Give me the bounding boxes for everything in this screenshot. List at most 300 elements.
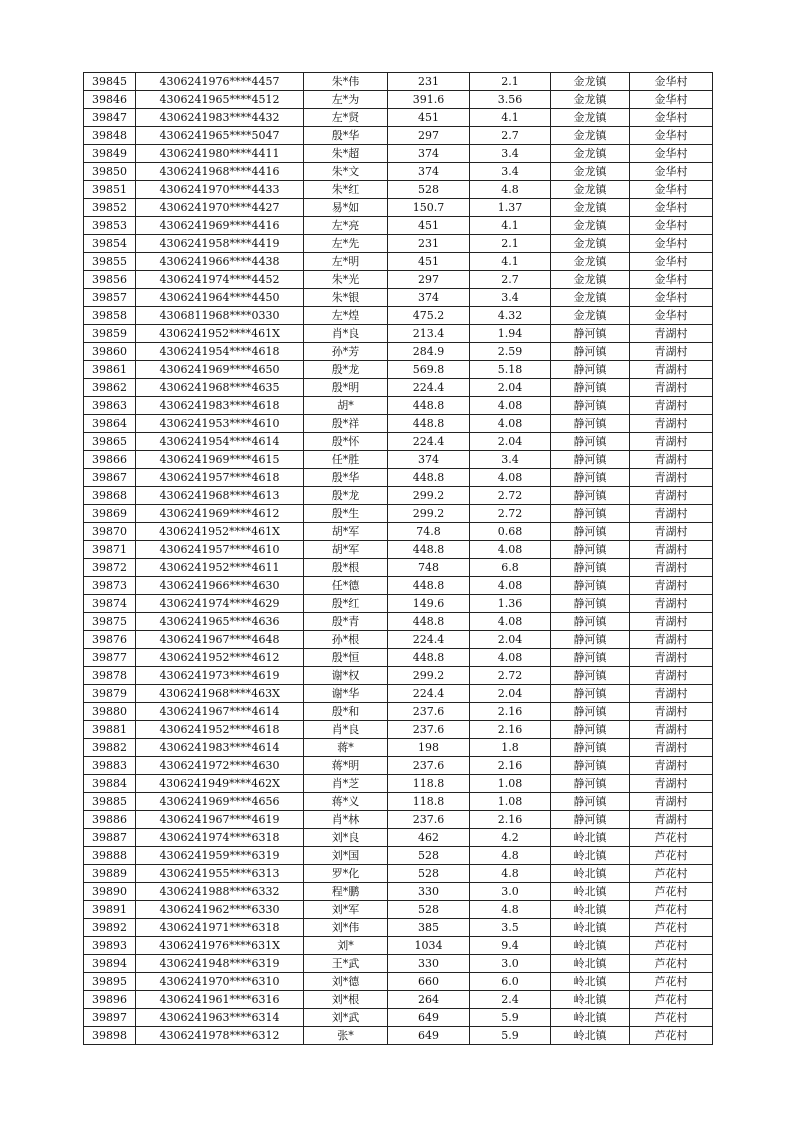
quantity-cell: 2.4 [470, 991, 551, 1009]
id-number-cell: 4306241963****6314 [136, 1009, 304, 1027]
village-cell: 青湖村 [630, 397, 713, 415]
id-number-cell: 4306241953****4610 [136, 415, 304, 433]
name-cell: 任*德 [304, 577, 388, 595]
name-cell: 程*鹏 [304, 883, 388, 901]
id-number-cell: 4306241957****4618 [136, 469, 304, 487]
name-cell: 胡*军 [304, 541, 388, 559]
amount-cell: 330 [388, 883, 470, 901]
id-number-cell: 4306811968****0330 [136, 307, 304, 325]
quantity-cell: 1.08 [470, 775, 551, 793]
table-body [84, 73, 713, 1045]
id-number-cell: 4306241969****4615 [136, 451, 304, 469]
amount-cell: 224.4 [388, 685, 470, 703]
town-cell: 金龙镇 [551, 145, 630, 163]
village-cell: 青湖村 [630, 739, 713, 757]
id-number-cell: 4306241974****4452 [136, 271, 304, 289]
amount-cell: 528 [388, 847, 470, 865]
quantity-cell: 2.72 [470, 505, 551, 523]
table-row [84, 721, 713, 739]
village-cell: 金华村 [630, 289, 713, 307]
row-number-cell: 39883 [84, 757, 136, 775]
id-number-cell: 4306241967****4614 [136, 703, 304, 721]
town-cell: 静河镇 [551, 667, 630, 685]
quantity-cell: 3.0 [470, 955, 551, 973]
amount-cell: 237.6 [388, 757, 470, 775]
table-row [84, 793, 713, 811]
row-number-cell: 39875 [84, 613, 136, 631]
table-row [84, 667, 713, 685]
amount-cell: 475.2 [388, 307, 470, 325]
quantity-cell: 4.8 [470, 901, 551, 919]
amount-cell: 451 [388, 109, 470, 127]
row-number-cell: 39893 [84, 937, 136, 955]
name-cell: 刘*根 [304, 991, 388, 1009]
amount-cell: 330 [388, 955, 470, 973]
quantity-cell: 2.04 [470, 379, 551, 397]
town-cell: 岭北镇 [551, 865, 630, 883]
town-cell: 静河镇 [551, 559, 630, 577]
name-cell: 蒋*明 [304, 757, 388, 775]
id-number-cell: 4306241955****6313 [136, 865, 304, 883]
table-row [84, 955, 713, 973]
town-cell: 静河镇 [551, 325, 630, 343]
amount-cell: 74.8 [388, 523, 470, 541]
village-cell: 青湖村 [630, 775, 713, 793]
name-cell: 刘*伟 [304, 919, 388, 937]
name-cell: 殷*恒 [304, 649, 388, 667]
amount-cell: 448.8 [388, 415, 470, 433]
id-number-cell: 4306241965****4512 [136, 91, 304, 109]
village-cell: 青湖村 [630, 469, 713, 487]
town-cell: 金龙镇 [551, 271, 630, 289]
quantity-cell: 4.08 [470, 577, 551, 595]
table-row [84, 883, 713, 901]
quantity-cell: 2.16 [470, 721, 551, 739]
table-row [84, 289, 713, 307]
row-number-cell: 39859 [84, 325, 136, 343]
table-row [84, 919, 713, 937]
village-cell: 青湖村 [630, 721, 713, 739]
amount-cell: 528 [388, 901, 470, 919]
town-cell: 静河镇 [551, 523, 630, 541]
row-number-cell: 39890 [84, 883, 136, 901]
table-row [84, 865, 713, 883]
village-cell: 青湖村 [630, 631, 713, 649]
name-cell: 刘*军 [304, 901, 388, 919]
amount-cell: 374 [388, 451, 470, 469]
amount-cell: 299.2 [388, 667, 470, 685]
name-cell: 殷*和 [304, 703, 388, 721]
quantity-cell: 0.68 [470, 523, 551, 541]
row-number-cell: 39880 [84, 703, 136, 721]
row-number-cell: 39887 [84, 829, 136, 847]
row-number-cell: 39868 [84, 487, 136, 505]
amount-cell: 224.4 [388, 433, 470, 451]
table-row [84, 973, 713, 991]
amount-cell: 118.8 [388, 793, 470, 811]
table-row [84, 523, 713, 541]
village-cell: 青湖村 [630, 595, 713, 613]
quantity-cell: 2.1 [470, 73, 551, 91]
row-number-cell: 39860 [84, 343, 136, 361]
name-cell: 胡* [304, 397, 388, 415]
table-row [84, 613, 713, 631]
village-cell: 青湖村 [630, 703, 713, 721]
town-cell: 金龙镇 [551, 181, 630, 199]
quantity-cell: 4.8 [470, 181, 551, 199]
row-number-cell: 39889 [84, 865, 136, 883]
name-cell: 张* [304, 1027, 388, 1045]
town-cell: 金龙镇 [551, 199, 630, 217]
name-cell: 殷*怀 [304, 433, 388, 451]
row-number-cell: 39866 [84, 451, 136, 469]
id-number-cell: 4306241972****4630 [136, 757, 304, 775]
table-row [84, 73, 713, 91]
quantity-cell: 2.16 [470, 757, 551, 775]
row-number-cell: 39870 [84, 523, 136, 541]
amount-cell: 569.8 [388, 361, 470, 379]
town-cell: 岭北镇 [551, 829, 630, 847]
table-row [84, 847, 713, 865]
id-number-cell: 4306241961****6316 [136, 991, 304, 1009]
village-cell: 芦花村 [630, 919, 713, 937]
id-number-cell: 4306241973****4619 [136, 667, 304, 685]
table-row [84, 271, 713, 289]
amount-cell: 237.6 [388, 721, 470, 739]
amount-cell: 299.2 [388, 487, 470, 505]
name-cell: 朱*银 [304, 289, 388, 307]
name-cell: 刘* [304, 937, 388, 955]
town-cell: 岭北镇 [551, 919, 630, 937]
row-number-cell: 39897 [84, 1009, 136, 1027]
quantity-cell: 4.1 [470, 253, 551, 271]
table-row [84, 577, 713, 595]
quantity-cell: 1.08 [470, 793, 551, 811]
village-cell: 芦花村 [630, 955, 713, 973]
name-cell: 朱*超 [304, 145, 388, 163]
quantity-cell: 3.4 [470, 289, 551, 307]
table-row [84, 991, 713, 1009]
town-cell: 静河镇 [551, 721, 630, 739]
id-number-cell: 4306241948****6319 [136, 955, 304, 973]
table-row [84, 343, 713, 361]
quantity-cell: 1.36 [470, 595, 551, 613]
amount-cell: 231 [388, 235, 470, 253]
row-number-cell: 39845 [84, 73, 136, 91]
quantity-cell: 4.08 [470, 613, 551, 631]
row-number-cell: 39865 [84, 433, 136, 451]
id-number-cell: 4306241988****6332 [136, 883, 304, 901]
town-cell: 静河镇 [551, 757, 630, 775]
quantity-cell: 4.08 [470, 649, 551, 667]
name-cell: 朱*红 [304, 181, 388, 199]
village-cell: 青湖村 [630, 451, 713, 469]
village-cell: 芦花村 [630, 883, 713, 901]
quantity-cell: 2.72 [470, 487, 551, 505]
name-cell: 肖*林 [304, 811, 388, 829]
town-cell: 岭北镇 [551, 937, 630, 955]
row-number-cell: 39856 [84, 271, 136, 289]
quantity-cell: 4.08 [470, 541, 551, 559]
id-number-cell: 4306241949****462X [136, 775, 304, 793]
town-cell: 静河镇 [551, 775, 630, 793]
name-cell: 左*贤 [304, 109, 388, 127]
town-cell: 静河镇 [551, 469, 630, 487]
village-cell: 青湖村 [630, 685, 713, 703]
row-number-cell: 39847 [84, 109, 136, 127]
name-cell: 殷*明 [304, 379, 388, 397]
village-cell: 青湖村 [630, 757, 713, 775]
amount-cell: 231 [388, 73, 470, 91]
table-row [84, 469, 713, 487]
village-cell: 青湖村 [630, 415, 713, 433]
village-cell: 青湖村 [630, 811, 713, 829]
amount-cell: 237.6 [388, 703, 470, 721]
name-cell: 殷*龙 [304, 487, 388, 505]
id-number-cell: 4306241968****4613 [136, 487, 304, 505]
id-number-cell: 4306241969****4650 [136, 361, 304, 379]
amount-cell: 649 [388, 1009, 470, 1027]
row-number-cell: 39895 [84, 973, 136, 991]
name-cell: 刘*国 [304, 847, 388, 865]
amount-cell: 150.7 [388, 199, 470, 217]
row-number-cell: 39884 [84, 775, 136, 793]
village-cell: 青湖村 [630, 541, 713, 559]
id-number-cell: 4306241980****4411 [136, 145, 304, 163]
quantity-cell: 3.4 [470, 145, 551, 163]
table-row [84, 739, 713, 757]
quantity-cell: 2.04 [470, 433, 551, 451]
row-number-cell: 39854 [84, 235, 136, 253]
town-cell: 静河镇 [551, 343, 630, 361]
town-cell: 静河镇 [551, 703, 630, 721]
town-cell: 静河镇 [551, 739, 630, 757]
name-cell: 殷*祥 [304, 415, 388, 433]
table-row [84, 757, 713, 775]
name-cell: 胡*军 [304, 523, 388, 541]
amount-cell: 451 [388, 253, 470, 271]
town-cell: 静河镇 [551, 379, 630, 397]
amount-cell: 528 [388, 181, 470, 199]
name-cell: 刘*武 [304, 1009, 388, 1027]
row-number-cell: 39878 [84, 667, 136, 685]
id-number-cell: 4306241967****4619 [136, 811, 304, 829]
quantity-cell: 3.0 [470, 883, 551, 901]
id-number-cell: 4306241969****4612 [136, 505, 304, 523]
id-number-cell: 4306241967****4648 [136, 631, 304, 649]
town-cell: 岭北镇 [551, 883, 630, 901]
row-number-cell: 39879 [84, 685, 136, 703]
village-cell: 金华村 [630, 217, 713, 235]
id-number-cell: 4306241952****4612 [136, 649, 304, 667]
village-cell: 芦花村 [630, 829, 713, 847]
row-number-cell: 39882 [84, 739, 136, 757]
row-number-cell: 39861 [84, 361, 136, 379]
amount-cell: 264 [388, 991, 470, 1009]
table-row [84, 631, 713, 649]
amount-cell: 448.8 [388, 613, 470, 631]
town-cell: 静河镇 [551, 793, 630, 811]
town-cell: 金龙镇 [551, 73, 630, 91]
town-cell: 金龙镇 [551, 91, 630, 109]
id-number-cell: 4306241954****4614 [136, 433, 304, 451]
table-row [84, 649, 713, 667]
town-cell: 金龙镇 [551, 109, 630, 127]
row-number-cell: 39871 [84, 541, 136, 559]
id-number-cell: 4306241954****4618 [136, 343, 304, 361]
town-cell: 静河镇 [551, 505, 630, 523]
amount-cell: 374 [388, 289, 470, 307]
town-cell: 静河镇 [551, 649, 630, 667]
village-cell: 金华村 [630, 145, 713, 163]
quantity-cell: 9.4 [470, 937, 551, 955]
village-cell: 芦花村 [630, 937, 713, 955]
name-cell: 蒋* [304, 739, 388, 757]
id-number-cell: 4306241959****6319 [136, 847, 304, 865]
quantity-cell: 2.04 [470, 685, 551, 703]
village-cell: 青湖村 [630, 487, 713, 505]
table-row [84, 1027, 713, 1045]
id-number-cell: 4306241965****4636 [136, 613, 304, 631]
village-cell: 芦花村 [630, 991, 713, 1009]
row-number-cell: 39898 [84, 1027, 136, 1045]
table-row [84, 811, 713, 829]
village-cell: 金华村 [630, 109, 713, 127]
table-row [84, 379, 713, 397]
name-cell: 肖*良 [304, 721, 388, 739]
quantity-cell: 1.94 [470, 325, 551, 343]
id-number-cell: 4306241970****4433 [136, 181, 304, 199]
name-cell: 左*煌 [304, 307, 388, 325]
town-cell: 静河镇 [551, 613, 630, 631]
id-number-cell: 4306241966****4438 [136, 253, 304, 271]
quantity-cell: 3.4 [470, 451, 551, 469]
amount-cell: 224.4 [388, 631, 470, 649]
id-number-cell: 4306241968****463X [136, 685, 304, 703]
village-cell: 青湖村 [630, 793, 713, 811]
id-number-cell: 4306241952****461X [136, 523, 304, 541]
table-row [84, 1009, 713, 1027]
town-cell: 金龙镇 [551, 163, 630, 181]
row-number-cell: 39851 [84, 181, 136, 199]
town-cell: 岭北镇 [551, 1009, 630, 1027]
name-cell: 朱*文 [304, 163, 388, 181]
id-number-cell: 4306241965****5047 [136, 127, 304, 145]
village-cell: 青湖村 [630, 361, 713, 379]
quantity-cell: 2.7 [470, 127, 551, 145]
town-cell: 岭北镇 [551, 847, 630, 865]
amount-cell: 374 [388, 163, 470, 181]
row-number-cell: 39857 [84, 289, 136, 307]
name-cell: 殷*青 [304, 613, 388, 631]
name-cell: 殷*生 [304, 505, 388, 523]
town-cell: 静河镇 [551, 361, 630, 379]
name-cell: 左*为 [304, 91, 388, 109]
row-number-cell: 39863 [84, 397, 136, 415]
row-number-cell: 39852 [84, 199, 136, 217]
amount-cell: 374 [388, 145, 470, 163]
name-cell: 殷*华 [304, 469, 388, 487]
amount-cell: 448.8 [388, 541, 470, 559]
amount-cell: 297 [388, 127, 470, 145]
id-number-cell: 4306241952****461X [136, 325, 304, 343]
town-cell: 静河镇 [551, 595, 630, 613]
table-row [84, 109, 713, 127]
id-number-cell: 4306241968****4635 [136, 379, 304, 397]
quantity-cell: 2.72 [470, 667, 551, 685]
village-cell: 青湖村 [630, 559, 713, 577]
quantity-cell: 1.8 [470, 739, 551, 757]
amount-cell: 118.8 [388, 775, 470, 793]
row-number-cell: 39853 [84, 217, 136, 235]
id-number-cell: 4306241952****4611 [136, 559, 304, 577]
village-cell: 青湖村 [630, 343, 713, 361]
table-row [84, 487, 713, 505]
table-row [84, 775, 713, 793]
town-cell: 静河镇 [551, 577, 630, 595]
id-number-cell: 4306241974****4629 [136, 595, 304, 613]
village-cell: 芦花村 [630, 847, 713, 865]
amount-cell: 528 [388, 865, 470, 883]
village-cell: 金华村 [630, 253, 713, 271]
id-number-cell: 4306241958****4419 [136, 235, 304, 253]
town-cell: 静河镇 [551, 811, 630, 829]
row-number-cell: 39869 [84, 505, 136, 523]
town-cell: 金龙镇 [551, 253, 630, 271]
name-cell: 殷*根 [304, 559, 388, 577]
amount-cell: 149.6 [388, 595, 470, 613]
amount-cell: 649 [388, 1027, 470, 1045]
quantity-cell: 2.1 [470, 235, 551, 253]
data-table [83, 72, 713, 1045]
quantity-cell: 2.7 [470, 271, 551, 289]
town-cell: 静河镇 [551, 433, 630, 451]
row-number-cell: 39848 [84, 127, 136, 145]
row-number-cell: 39874 [84, 595, 136, 613]
name-cell: 易*如 [304, 199, 388, 217]
name-cell: 蒋*义 [304, 793, 388, 811]
table-row [84, 307, 713, 325]
town-cell: 静河镇 [551, 685, 630, 703]
table-row [84, 91, 713, 109]
row-number-cell: 39886 [84, 811, 136, 829]
quantity-cell: 2.16 [470, 703, 551, 721]
id-number-cell: 4306241964****4450 [136, 289, 304, 307]
name-cell: 谢*权 [304, 667, 388, 685]
name-cell: 殷*龙 [304, 361, 388, 379]
table-row [84, 145, 713, 163]
town-cell: 岭北镇 [551, 973, 630, 991]
amount-cell: 660 [388, 973, 470, 991]
id-number-cell: 4306241983****4614 [136, 739, 304, 757]
quantity-cell: 5.9 [470, 1009, 551, 1027]
id-number-cell: 4306241983****4432 [136, 109, 304, 127]
row-number-cell: 39885 [84, 793, 136, 811]
quantity-cell: 2.59 [470, 343, 551, 361]
row-number-cell: 39864 [84, 415, 136, 433]
name-cell: 谢*华 [304, 685, 388, 703]
village-cell: 金华村 [630, 271, 713, 289]
table-row [84, 703, 713, 721]
village-cell: 芦花村 [630, 1009, 713, 1027]
quantity-cell: 6.0 [470, 973, 551, 991]
town-cell: 岭北镇 [551, 1027, 630, 1045]
quantity-cell: 4.32 [470, 307, 551, 325]
row-number-cell: 39894 [84, 955, 136, 973]
row-number-cell: 39850 [84, 163, 136, 181]
table-row [84, 253, 713, 271]
id-number-cell: 4306241962****6330 [136, 901, 304, 919]
